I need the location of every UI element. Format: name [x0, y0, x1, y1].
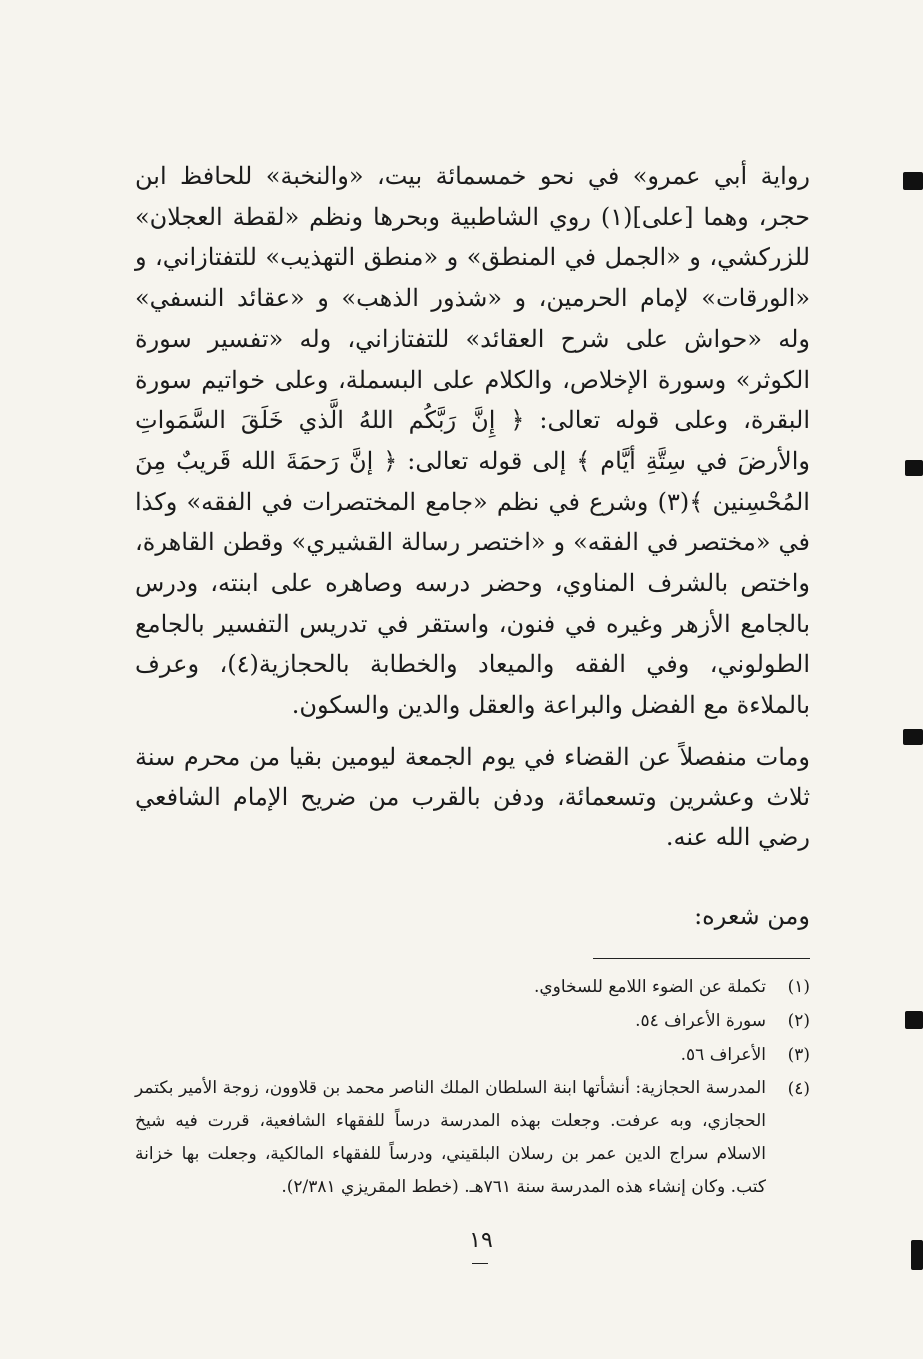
footnote-number: (٤)	[787, 1079, 810, 1099]
footnote-text: المدرسة الحجازية: أنشأتها ابنة السلطان الملك الناصر محمد بن قلاوون، زوجة الأمير بكتمر الحجازي، وبه عرفت. وجعلت بهذه المدرسة درساً للفقهاء الشافعية، قررت فيه شيخ الاسلام سراج الدين عمر بن رسلان البلقيني، ودرساً للفقهاء المالكية، وجعلت بها خزانة كتب. وكان إنشاء هذه المدرسة سنة ٧٦١هـ. (خطط المقريزي ٢/٣٨١).	[135, 1078, 766, 1197]
edge-mark	[905, 1011, 923, 1029]
edge-mark	[911, 1240, 923, 1270]
footnote-separator	[593, 958, 810, 959]
body-paragraph: رواية أبي عمرو» في نحو خمسمائة بيت، «والنخبة» للحافظ ابن حجر، وهما [على](١) روي الشاطبية وبحرها ونظم «لقطة العجلان» للزركشي، و «الجمل في المنطق» و «منطق التهذيب» للتفتازاني، و «الورقات» لإمام الحرمين، و «شذور الذهب» و «عقائد النسفي» وله «حواش على شرح العقائد» للتفتازاني، وله «تفسير سورة الكوثر» وسورة الإخلاص، والكلام على البسملة، وعلى خواتيم سورة البقرة، وعلى قوله تعالى: ﴿ إِنَّ رَبَّكُم اللهُ الَّذي خَلَقَ السَّمَواتِ والأرضَ في سِتَّةِ أيَّام ﴾ إلى قوله تعالى: ﴿ إنَّ رَحمَةَ الله قَريبٌ مِنَ المُحْسِنين ﴾(٣) وشرع في نظم «جامع المختصرات في الفقه» وكذا في «مختصر في الفقه» و «اختصر رسالة القشيري» وقطن القاهرة، واختص بالشرف المناوي، وحضر درسه وصاهره على ابنته، ودرس بالجامع الأزهر وغيره في فنون، واستقر في تدريس التفسير بالجامع الطولوني، وفي الفقه والميعاد والخطابة بالحجازية(٤)، وعرف بالملاءة مع الفضل والبراعة والعقل والدين والسكون.	[135, 162, 811, 720]
footnote-text: تكملة عن الضوء اللامع للسخاوي.	[533, 977, 766, 997]
edge-mark	[903, 729, 923, 745]
footnote	[135, 1072, 810, 1204]
edge-mark	[903, 172, 923, 190]
footnote-number: (٣)	[787, 1045, 810, 1065]
footnote-text: الأعراف ٥٦.	[680, 1045, 766, 1065]
footnote	[135, 970, 810, 1004]
body-paragraph: ومات منفصلاً عن القضاء في يوم الجمعة ليومين بقيا من محرم سنة ثلاث وعشرين وتسعمائة، ودفن بالقرب من ضريح الإمام الشافعي رضي الله عنه.	[135, 743, 810, 851]
page-number-underline	[472, 1263, 488, 1264]
edge-mark	[905, 460, 923, 476]
page-number: ١٩	[469, 1228, 493, 1253]
body-paragraph: ومن شعره:	[694, 902, 810, 930]
footnote-number: (١)	[787, 977, 810, 997]
footnotes	[135, 970, 810, 1204]
footnote	[135, 1004, 810, 1038]
footnote-number: (٢)	[787, 1011, 810, 1031]
footnote	[135, 1038, 810, 1072]
footnote-text: سورة الأعراف ٥٤.	[635, 1011, 766, 1031]
